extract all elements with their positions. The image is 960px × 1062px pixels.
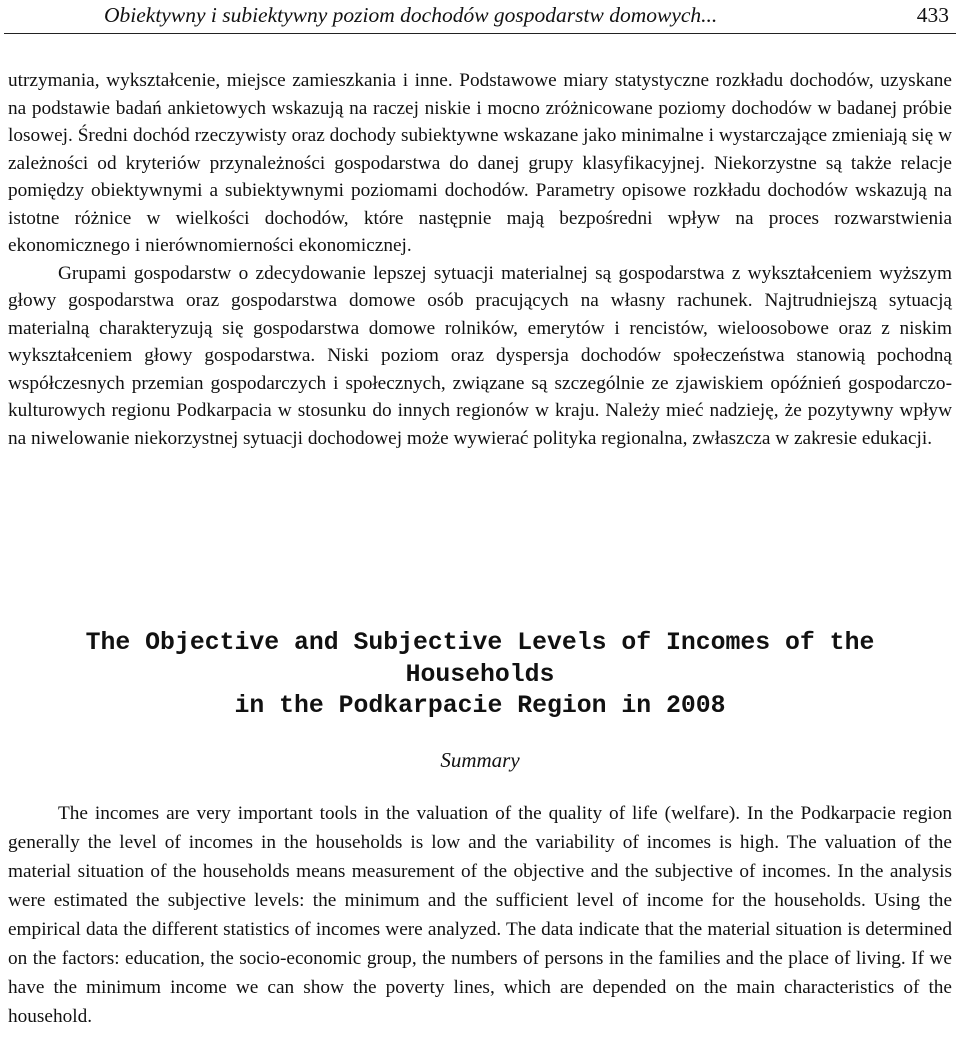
running-title: Obiektywny i subiektywny poziom dochodów gospodarstw domowych... — [104, 3, 718, 27]
polish-conclusion-text — [8, 67, 952, 452]
page-header — [4, 0, 956, 34]
english-title-line-2: in the Podkarpacie Region in 2008 — [234, 692, 726, 720]
body-paragraph: Grupami gospodarstw o zdecydowanie lepszej sytuacji materialnej są gospodarstwa z wykształceniem wyższym głowy gospodarstwa oraz gospodarstwa domowe osób pracujących na własny rachunek. Najtrudniejszą sytuacją materialną charakteryzują się gospodarstwa domowe rolników, emerytów i rencistów, wieloosobowe oraz z niskim wykształceniem głowy gospodarstwa. Niski poziom oraz dyspersja dochodów społeczeństwa stanowią pochodną współczesnych przemian gospodarczych i społecznych, związane są szczególnie ze zjawiskiem opóźnień gospodarczo-kulturowych regionu Podkarpacia w stosunku do innych regionów w kraju. Należy mieć nadzieję, że pozytywny wpływ na niwelowanie niekorzystnej sytuacji dochodowej może wywierać polityka regionalna, zwłaszcza w zakresie edukacji. — [8, 262, 952, 449]
english-title — [40, 628, 920, 723]
summary-heading: Summary — [440, 748, 520, 772]
page-number: 433 — [916, 3, 949, 27]
body-paragraph: utrzymania, wykształcenie, miejsce zamieszkania i inne. Podstawowe miary statystyczne rozkładu dochodów, uzyskane na podstawie badań ankietowych wskazują na raczej niskie i mocno zróżnicowane poziomy dochodów w badanej próbie losowej. Średni dochód rzeczywisty oraz dochody subiektywne wskazane jako minimalne i wystarczające zmieniają się w zależności od kryteriów przynależności gospodarstwa do danej grupy klasyfikacyjnej. Niekorzystne są także relacje pomiędzy obiektywnymi a subiektywnymi poziomami dochodów. Parametry opisowe rozkładu dochodów wskazują na istotne różnice w wielkości dochodów, które następnie mają bezpośredni wpływ na proces rozwarstwienia ekonomicznego i nierównomierności ekonomicznej. — [8, 70, 952, 256]
english-title-line-1: The Objective and Subjective Levels of Incomes of the Households — [85, 629, 875, 689]
summary-text: The incomes are very important tools in the valuation of the quality of life (welfare). In the Podkarpacie region generally the level of incomes in the households is low and the variability of incomes is high. The valuation of the material situation of the households means measurement of the objective and the subjective of incomes. In the analysis were estimated the subjective levels: the minimum and the sufficient level of income for the households. Using the empirical data the different statistics of incomes were analyzed. The data indicate that the material situation is determined on the factors: education, the socio-economic group, the numbers of persons in the families and the place of living. If we have the minimum income we can show the poverty lines, which are depended on the main characteristics of the household. — [8, 803, 952, 1027]
